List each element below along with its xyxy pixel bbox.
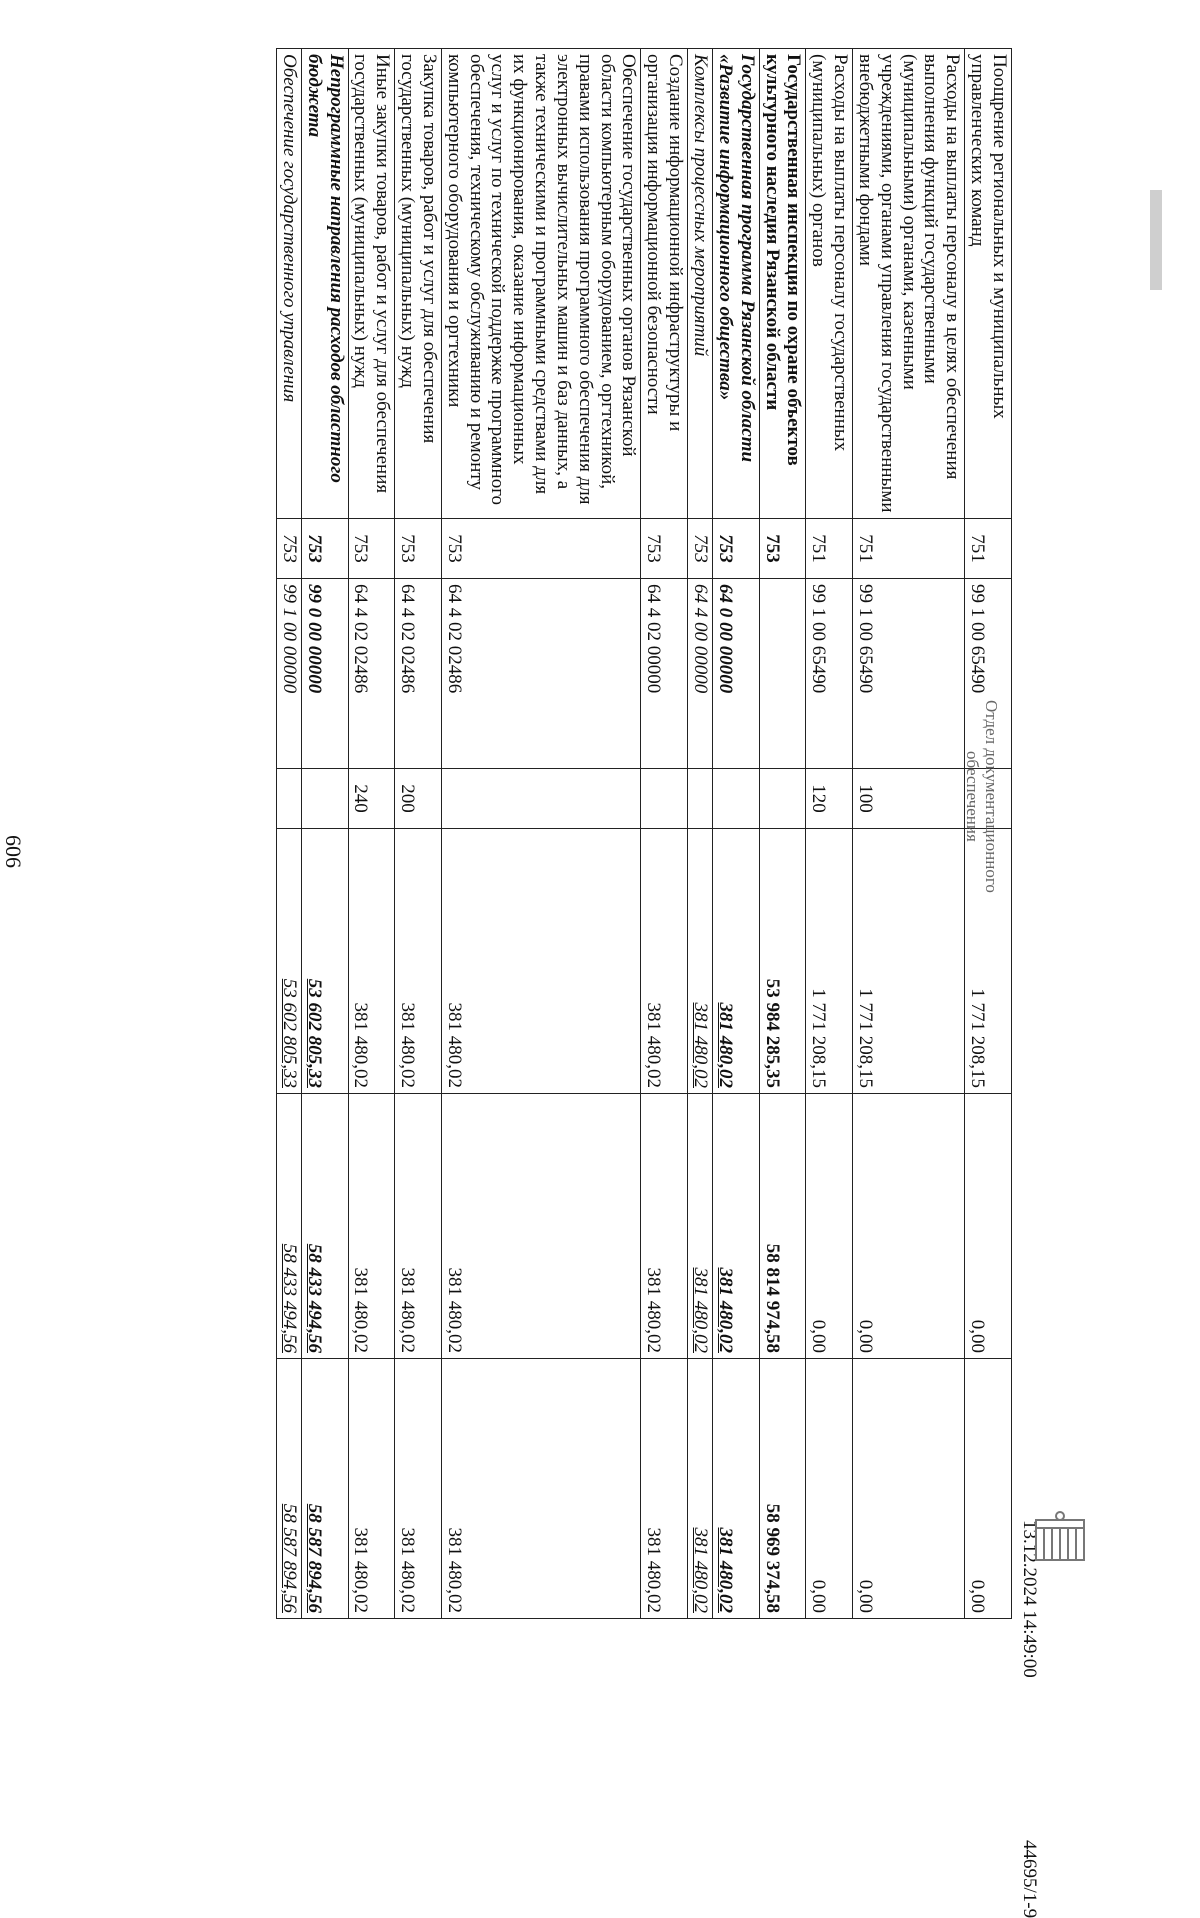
table-body bbox=[277, 49, 1012, 1619]
row-admin-code-cell: 751 bbox=[853, 519, 965, 579]
row-expense-type-cell: 100 bbox=[853, 769, 965, 829]
table-row bbox=[395, 49, 442, 1619]
row-amount-2024-cell: 381 480,02 bbox=[441, 829, 641, 1094]
table-row bbox=[688, 49, 713, 1619]
row-amount-2024-cell: 1 771 208,15 bbox=[965, 829, 1012, 1094]
row-expense-type-cell bbox=[713, 769, 760, 829]
department-stamp bbox=[963, 700, 1000, 893]
row-amount-2026-cell: 381 480,02 bbox=[713, 1359, 760, 1619]
row-amount-2025-cell: 58 814 974,58 bbox=[759, 1094, 806, 1359]
row-amount-2026-cell: 381 480,02 bbox=[348, 1359, 395, 1619]
row-amount-2024-cell: 53 984 285,35 bbox=[759, 829, 806, 1094]
table-row bbox=[853, 49, 965, 1619]
row-expense-type-cell: 200 bbox=[395, 769, 442, 829]
row-amount-2024-cell: 53 602 805,33 bbox=[277, 829, 302, 1094]
rotated-table-wrapper bbox=[276, 48, 1012, 1618]
row-target-article-cell: 64 4 02 02486 bbox=[441, 579, 641, 769]
budget-table bbox=[276, 48, 1012, 1619]
row-amount-2025-cell: 381 480,02 bbox=[688, 1094, 713, 1359]
row-target-article-cell: 99 0 00 00000 bbox=[301, 579, 348, 769]
row-amount-2025-cell: 381 480,02 bbox=[441, 1094, 641, 1359]
row-amount-2025-cell: 58 433 494,56 bbox=[301, 1094, 348, 1359]
row-amount-2026-cell: 381 480,02 bbox=[688, 1359, 713, 1619]
table-row bbox=[441, 49, 641, 1619]
row-name-cell: Комплексы процессных мероприятий bbox=[688, 49, 713, 519]
row-amount-2024-cell: 53 602 805,33 bbox=[301, 829, 348, 1094]
row-admin-code-cell: 751 bbox=[806, 519, 853, 579]
row-amount-2025-cell: 381 480,02 bbox=[641, 1094, 688, 1359]
table-row bbox=[301, 49, 348, 1619]
row-admin-code-cell: 753 bbox=[688, 519, 713, 579]
row-amount-2025-cell: 381 480,02 bbox=[713, 1094, 760, 1359]
row-amount-2026-cell: 0,00 bbox=[806, 1359, 853, 1619]
footer-doc-number: 44695/1-9 bbox=[1019, 1840, 1040, 1918]
table-row bbox=[277, 49, 302, 1619]
row-admin-code-cell: 751 bbox=[965, 519, 1012, 579]
row-target-article-cell: 99 1 00 65490 bbox=[806, 579, 853, 769]
row-admin-code-cell: 753 bbox=[759, 519, 806, 579]
row-name-cell: Поощрение региональных и муниципальных управленческих команд bbox=[965, 49, 1012, 519]
row-amount-2026-cell: 58 587 894,56 bbox=[277, 1359, 302, 1619]
row-admin-code-cell: 753 bbox=[395, 519, 442, 579]
row-target-article-cell: 64 4 02 02486 bbox=[348, 579, 395, 769]
row-expense-type-cell: 120 bbox=[806, 769, 853, 829]
row-name-cell: Государственная инспекция по охране объектов культурного наследия Рязанской области bbox=[759, 49, 806, 519]
row-target-article-cell: 64 4 00 00000 bbox=[688, 579, 713, 769]
row-amount-2026-cell: 381 480,02 bbox=[441, 1359, 641, 1619]
table-row bbox=[641, 49, 688, 1619]
row-amount-2024-cell: 381 480,02 bbox=[395, 829, 442, 1094]
row-amount-2024-cell: 1 771 208,15 bbox=[853, 829, 965, 1094]
row-target-article-cell: 99 1 00 65490 bbox=[965, 579, 1012, 769]
scan-edge-mark bbox=[1150, 190, 1162, 290]
row-amount-2025-cell: 0,00 bbox=[965, 1094, 1012, 1359]
footer-datetime: 13.12.2024 14:49:00 bbox=[1019, 1520, 1040, 1678]
row-expense-type-cell bbox=[277, 769, 302, 829]
stamp-line-2: обеспечения bbox=[963, 751, 983, 842]
table-row bbox=[713, 49, 760, 1619]
row-target-article-cell: 64 4 02 02486 bbox=[395, 579, 442, 769]
row-amount-2026-cell: 58 587 894,56 bbox=[301, 1359, 348, 1619]
row-amount-2024-cell: 381 480,02 bbox=[688, 829, 713, 1094]
row-expense-type-cell bbox=[301, 769, 348, 829]
row-target-article-cell bbox=[759, 579, 806, 769]
row-name-cell: Закупка товаров, работ и услуг для обеспечения государственных (муниципальных) нужд bbox=[395, 49, 442, 519]
row-amount-2026-cell: 58 969 374,58 bbox=[759, 1359, 806, 1619]
row-name-cell: Государственная программа Рязанской области «Развитие информационного общества» bbox=[713, 49, 760, 519]
row-admin-code-cell: 753 bbox=[348, 519, 395, 579]
row-admin-code-cell: 753 bbox=[301, 519, 348, 579]
row-amount-2026-cell: 0,00 bbox=[853, 1359, 965, 1619]
table-row bbox=[806, 49, 853, 1619]
row-target-article-cell: 99 1 00 00000 bbox=[277, 579, 302, 769]
coat-of-arms-icon bbox=[1030, 1510, 1090, 1570]
row-amount-2024-cell: 381 480,02 bbox=[713, 829, 760, 1094]
row-amount-2024-cell: 381 480,02 bbox=[348, 829, 395, 1094]
row-target-article-cell: 64 4 02 00000 bbox=[641, 579, 688, 769]
row-amount-2026-cell: 0,00 bbox=[965, 1359, 1012, 1619]
row-name-cell: Непрограммные направления расходов областного бюджета bbox=[301, 49, 348, 519]
row-admin-code-cell: 753 bbox=[713, 519, 760, 579]
row-amount-2025-cell: 381 480,02 bbox=[395, 1094, 442, 1359]
row-name-cell: Обеспечение государственного управления bbox=[277, 49, 302, 519]
row-target-article-cell: 64 0 00 00000 bbox=[713, 579, 760, 769]
row-amount-2025-cell: 58 433 494,56 bbox=[277, 1094, 302, 1359]
row-name-cell: Иные закупки товаров, работ и услуг для обеспечения государственных (муниципальных) нужд bbox=[348, 49, 395, 519]
row-expense-type-cell bbox=[759, 769, 806, 829]
row-amount-2025-cell: 381 480,02 bbox=[348, 1094, 395, 1359]
row-expense-type-cell: 240 bbox=[348, 769, 395, 829]
row-amount-2024-cell: 381 480,02 bbox=[641, 829, 688, 1094]
table-row bbox=[348, 49, 395, 1619]
row-admin-code-cell: 753 bbox=[277, 519, 302, 579]
row-admin-code-cell: 753 bbox=[441, 519, 641, 579]
row-expense-type-cell bbox=[688, 769, 713, 829]
row-amount-2025-cell: 0,00 bbox=[806, 1094, 853, 1359]
row-name-cell: Создание информационной инфраструктуры и организация информационной безопасности bbox=[641, 49, 688, 519]
page-number: 606 bbox=[1, 835, 26, 868]
row-expense-type-cell bbox=[641, 769, 688, 829]
row-amount-2024-cell: 1 771 208,15 bbox=[806, 829, 853, 1094]
row-amount-2026-cell: 381 480,02 bbox=[395, 1359, 442, 1619]
row-admin-code-cell: 753 bbox=[641, 519, 688, 579]
stamp-line-1: Отдел документационного bbox=[982, 700, 1001, 893]
row-name-cell: Обеспечение государственных органов Рязанской области компьютерным оборудованием, оргтехникой, правами использования программного обеспечения для электронных вычислительных машин и баз данных, а также техническими и программными средствами для их функционирования, оказание информационных услуг и услуг по технической поддержке программного обеспечения, техническому обслуживанию и ремонту компьютерного оборудования и оргтехники bbox=[441, 49, 641, 519]
row-expense-type-cell bbox=[441, 769, 641, 829]
row-name-cell: Расходы на выплаты персоналу в целях обеспечения выполнения функций государственными (муниципальными) органами, казенными учреждениями, органами управления государственными внебюджетными фондами bbox=[853, 49, 965, 519]
row-amount-2025-cell: 0,00 bbox=[853, 1094, 965, 1359]
row-target-article-cell: 99 1 00 65490 bbox=[853, 579, 965, 769]
row-name-cell: Расходы на выплаты персоналу государственных (муниципальных) органов bbox=[806, 49, 853, 519]
table-row bbox=[759, 49, 806, 1619]
row-amount-2026-cell: 381 480,02 bbox=[641, 1359, 688, 1619]
